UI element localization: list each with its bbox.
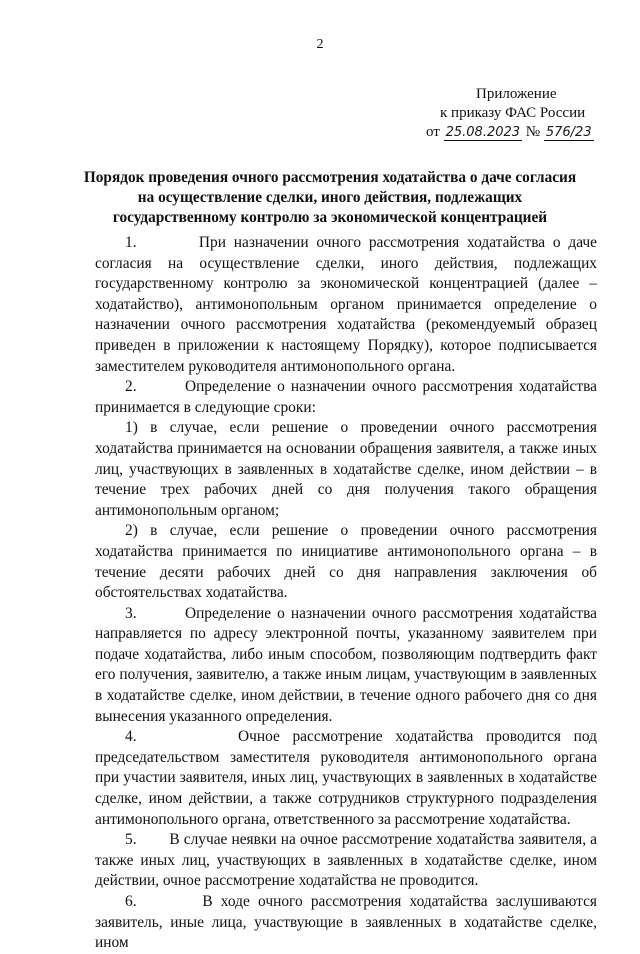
page-number: 2 (316, 37, 324, 52)
number-prefix: № (525, 124, 541, 140)
paragraph-2-item-1: 1) в случае, если решение о проведении очного рассмотрения ходатайства принимается на основании обращения заявителя, а также иных лиц, участвующих в заявленных в ходатайстве сделке, ином действии – в течение трех рабочих дней со дня получения такого обращения антимонопольным органом; (95, 419, 597, 519)
handwritten-order-number: 576/23 (545, 125, 592, 140)
title-line-3: государственному контролю за экономической концентрацией (112, 209, 548, 226)
appendix-block (380, 85, 600, 142)
paragraph-6: 6. В ходе очного рассмотрения ходатайства заслушиваются заявитель, иные лица, участвующие в заявленных в ходатайстве сделке, ином (95, 893, 597, 952)
title-line-2: на осуществление сделки, иного действия, подлежащих (137, 189, 523, 206)
title-line-1: Порядок проведения очного рассмотрения ходатайства о даче согласия (83, 169, 577, 186)
paragraph-2-item-2: 2) в случае, если решение о проведении очного рассмотрения ходатайства принимается по инициативе антимонопольного органа – в течение десяти рабочих дней со дня направления заключения об обстоятельствах ходатайства. (95, 522, 597, 602)
appendix-date-line (380, 123, 600, 142)
paragraph-1: 1. При назначении очного рассмотрения ходатайства о даче согласия на осуществление сделки, иного действия, подлежащих государственному контролю за экономической концентрацией (далее – ходатайство), антимонопольным органом принимается определение о назначении очного рассмотрения ходатайства (рекомендуемый образец приведен в приложении к настоящему Порядку), которое подписывается заместителем руководителя антимонопольного органа. (95, 234, 597, 375)
paragraph-5: 5. В случае неявки на очное рассмотрение ходатайства заявителя, а также иных лиц, участвующих в заявленных в ходатайстве сделке, ином действии, очное рассмотрение ходатайства не проводится. (95, 831, 597, 890)
appendix-label: Приложение (476, 86, 557, 102)
document-title (60, 168, 600, 228)
paragraph-3: 3. Определение о назначении очного рассмотрения ходатайства направляется по адресу электронной почты, указанному заявителем при подаче ходатайства, либо иным способом, позволяющим подтвердить факт его получения, заявителю, а также иным лицам, участвующим в заявленных в ходатайстве сделке, ином действии, в течение одного рабочего дня со дня вынесения указанного определения. (95, 604, 597, 725)
handwritten-date: 25.08.2023 (445, 125, 521, 140)
paragraph-2: 2. Определение о назначении очного рассмотрения ходатайства принимается в следующие сроки: (95, 378, 597, 416)
appendix-order-ref: к приказу ФАС России (440, 105, 586, 121)
document-body (95, 233, 597, 954)
date-prefix: от (426, 124, 440, 140)
paragraph-4: 4. Очное рассмотрение ходатайства проводится под председательством заместителя руководителя антимонопольного органа при участии заявителя, иных лиц, участвующих в заявленных в ходатайстве сделке, ином действии, а также сотрудников структурного подразделения антимонопольного органа, ответственного за рассмотрение ходатайства. (95, 728, 597, 828)
